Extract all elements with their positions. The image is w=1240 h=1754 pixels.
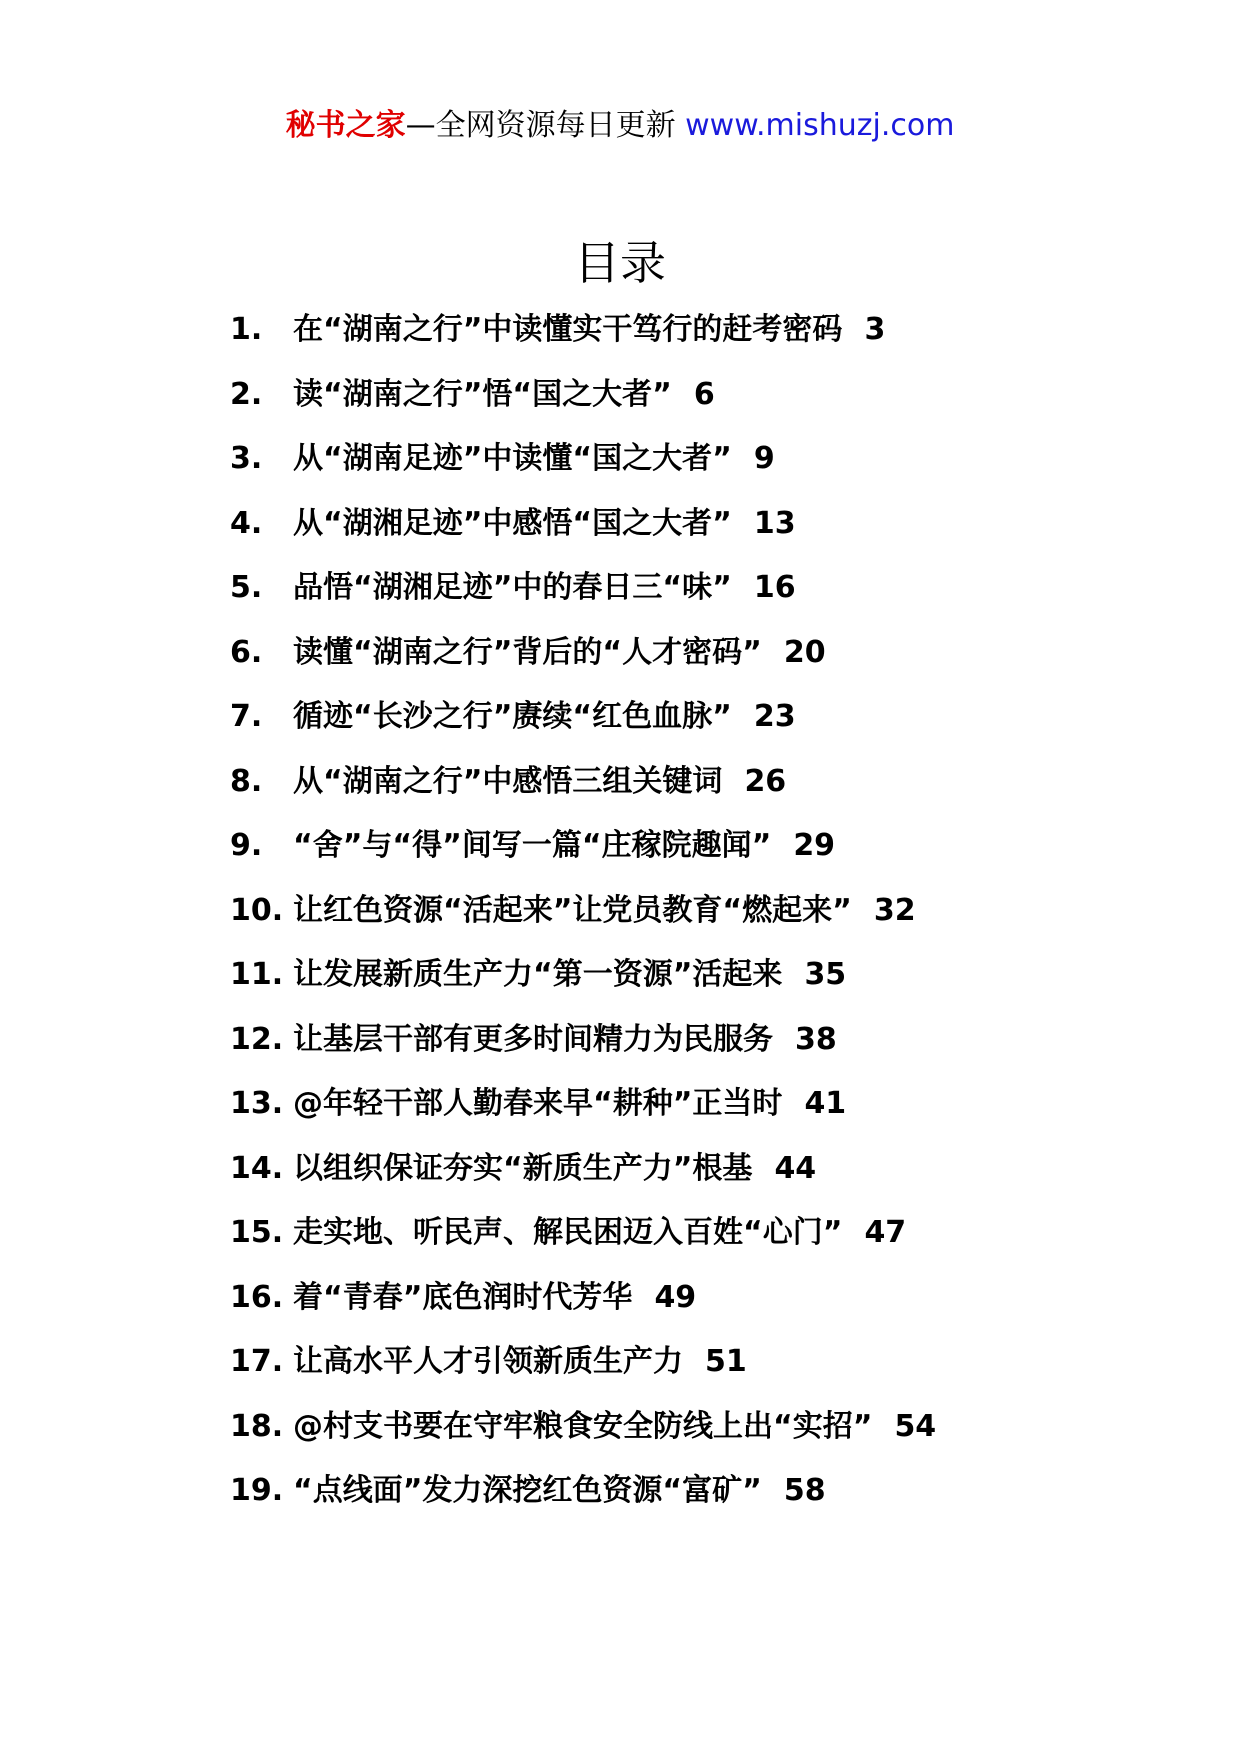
toc-entry-page-number: 54 <box>894 1408 937 1444</box>
toc-entry-number: 6. <box>230 634 263 670</box>
toc-entry-title: “舍”与“得”间写一篇“庄稼院趣闻” <box>293 828 772 863</box>
toc-entry-number: 3. <box>230 441 263 476</box>
toc-entry-number: 4. <box>230 505 263 541</box>
toc-entry-page-number: 6 <box>693 376 715 412</box>
toc-entry[interactable] <box>230 499 1230 564</box>
toc-entry-title: “点线面”发力深挖红色资源“富矿” <box>293 1473 762 1508</box>
toc-entry-title: 读懂“湖南之行”背后的“人才密码” <box>293 634 762 670</box>
toc-entry[interactable] <box>230 692 1230 757</box>
toc-entry[interactable] <box>230 821 1230 886</box>
toc-entry-page-number: 20 <box>783 634 826 670</box>
toc-entry-title: 品悟“湖湘足迹”中的春日三“味” <box>293 570 732 605</box>
toc-entry-title: 让红色资源“活起来”让党员教育“燃起来” <box>293 892 852 928</box>
toc-entry-title: 以组织保证夯实“新质生产力”根基 <box>293 1150 753 1186</box>
toc-entry-title: 让基层干部有更多时间精力为民服务 <box>293 1021 773 1057</box>
website-url[interactable]: www.mishuzj.com <box>685 108 955 143</box>
toc-entry-page-number: 26 <box>744 763 787 799</box>
toc-entry-page-number: 16 <box>753 570 796 605</box>
toc-entry[interactable] <box>230 757 1230 822</box>
page-header <box>0 100 1240 144</box>
toc-entry-page-number: 44 <box>774 1150 817 1186</box>
toc-entry-page-number: 9 <box>753 441 775 476</box>
toc-entry-number: 2. <box>230 376 263 412</box>
toc-entry-number: 7. <box>230 699 263 734</box>
toc-entry-title: 着“青春”底色润时代芳华 <box>293 1279 633 1315</box>
toc-entry-number: 5. <box>230 570 263 605</box>
toc-entry[interactable] <box>230 563 1230 628</box>
header-slogan: —全网资源每日更新 <box>405 108 676 143</box>
toc-entry-title: 循迹“长沙之行”赓续“红色血脉” <box>293 699 732 734</box>
toc-entry-title: 从“湖南之行”中感悟三组关键词 <box>293 763 723 799</box>
toc-entry-number: 1. <box>230 312 263 347</box>
toc-entry-page-number: 58 <box>783 1473 826 1508</box>
toc-entry-number: 8. <box>230 763 263 799</box>
toc-entry-page-number: 38 <box>795 1021 837 1057</box>
toc-entry-page-number: 13 <box>753 505 796 541</box>
brand-name: 秘书之家 <box>285 108 406 143</box>
toc-entry-page-number: 49 <box>654 1279 697 1315</box>
toc-entry-number: 17. <box>230 1344 284 1379</box>
toc-entry-title: 走实地、听民声、解民困迈入百姓“心门” <box>293 1215 843 1250</box>
toc-entry[interactable] <box>230 1337 1230 1402</box>
toc-entry-number: 14. <box>230 1150 284 1186</box>
toc-entry[interactable] <box>230 1144 1230 1209</box>
toc-entry-title: 从“湖南足迹”中读懂“国之大者” <box>293 441 732 476</box>
toc-entry-number: 19. <box>230 1473 284 1508</box>
toc-entry-number: 16. <box>230 1279 284 1315</box>
toc-entry-page-number: 35 <box>804 957 847 992</box>
toc-entry-page-number: 47 <box>864 1215 907 1250</box>
toc-entry-page-number: 29 <box>793 828 836 863</box>
toc-entry-number: 11. <box>230 957 284 992</box>
toc-entry-number: 12. <box>230 1021 284 1057</box>
toc-entry-number: 9. <box>230 828 263 863</box>
toc-entry-title: @村支书要在守牢粮食安全防线上出“实招” <box>293 1408 873 1444</box>
toc-entry[interactable] <box>230 370 1230 435</box>
toc-entry-page-number: 51 <box>705 1344 747 1379</box>
toc-entry-title: 在“湖南之行”中读懂实干笃行的赶考密码 <box>293 312 843 347</box>
toc-entry[interactable] <box>230 434 1230 499</box>
toc-entry-number: 15. <box>230 1215 284 1250</box>
toc-entry[interactable] <box>230 1015 1230 1080</box>
toc-entry-number: 13. <box>230 1086 284 1121</box>
toc-entry[interactable] <box>230 886 1230 951</box>
toc-entry[interactable] <box>230 628 1230 693</box>
toc-entry[interactable] <box>230 950 1230 1015</box>
toc-entry-number: 10. <box>230 892 284 928</box>
toc-entry-title: 从“湖湘足迹”中感悟“国之大者” <box>293 505 732 541</box>
toc-entry[interactable] <box>230 1402 1230 1467</box>
toc-entry-page-number: 3 <box>864 312 886 347</box>
table-of-contents <box>230 305 1230 1531</box>
toc-entry-number: 18. <box>230 1408 284 1444</box>
toc-entry-title: 让发展新质生产力“第一资源”活起来 <box>293 957 783 992</box>
toc-entry-page-number: 41 <box>804 1086 847 1121</box>
toc-entry[interactable] <box>230 1273 1230 1338</box>
toc-entry-page-number: 23 <box>753 699 796 734</box>
toc-entry-title: 读“湖南之行”悟“国之大者” <box>293 376 672 412</box>
toc-entry-page-number: 32 <box>873 892 916 928</box>
toc-entry-title: @年轻干部人勤春来早“耕种”正当时 <box>293 1086 783 1121</box>
toc-entry[interactable] <box>230 1466 1230 1531</box>
toc-entry[interactable] <box>230 305 1230 370</box>
toc-entry[interactable] <box>230 1208 1230 1273</box>
toc-entry[interactable] <box>230 1079 1230 1144</box>
page-title: 目录 <box>574 236 666 290</box>
toc-entry-title: 让高水平人才引领新质生产力 <box>293 1344 683 1379</box>
